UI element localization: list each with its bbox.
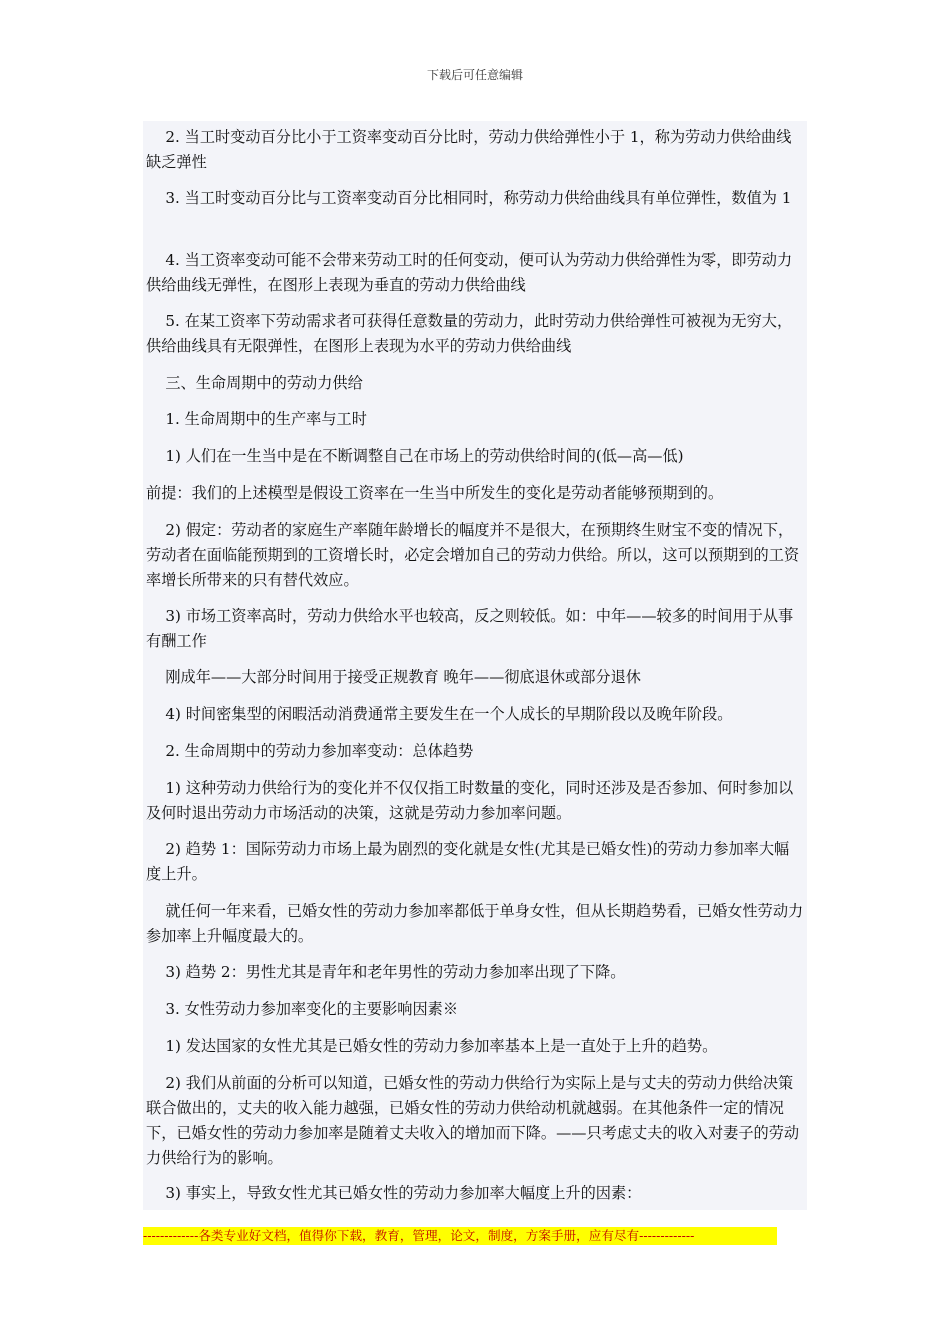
paragraph: 2) 趋势 1：国际劳动力市场上最为剧烈的变化就是女性(尤其是已婚女性)的劳动力参加率大幅度上升。 bbox=[146, 840, 790, 883]
paragraph: 1) 发达国家的女性尤其是已婚女性的劳动力参加率基本上是一直处于上升的趋势。 bbox=[146, 1037, 718, 1055]
header-note: 下载后可任意编辑 bbox=[426, 68, 523, 82]
paragraph: 5. 在某工资率下劳动需求者可获得任意数量的劳动力，此时劳动力供给弹性可被视为无穷大，供给曲线具有无限弹性，在图形上表现为水平的劳动力供给曲线 bbox=[146, 312, 793, 355]
paragraph: 刚成年——大部分时间用于接受正规教育 晚年——彻底退休或部分退休 bbox=[146, 668, 641, 686]
paragraph: 3. 当工时变动百分比与工资率变动百分比相同时，称劳动力供给曲线具有单位弹性，数值为 1 bbox=[146, 189, 792, 207]
paragraph: 3) 趋势 2：男性尤其是青年和老年男性的劳动力参加率出现了下降。 bbox=[146, 963, 626, 981]
paragraph: 2) 我们从前面的分析可以知道，已婚女性的劳动力供给行为实际上是与丈夫的劳动力供给决策联合做出的，丈夫的收入能力越强，已婚女性的劳动力供给动机就越弱。在其他条件一定的情况下，已婚女性的劳动力参加率是随着丈夫收入的增加而下降。——只考虑丈夫的收入对妻子的劳动力供给行为的影响。 bbox=[146, 1074, 800, 1167]
paragraph: 1) 这种劳动力供给行为的变化并不仅仅指工时数量的变化，同时还涉及是否参加、何时参加以及何时退出劳动力市场活动的决策，这就是劳动力参加率问题。 bbox=[146, 779, 794, 822]
section-heading: 三、生命周期中的劳动力供给 bbox=[146, 374, 363, 392]
subsection-heading: 3. 女性劳动力参加率变化的主要影响因素※ bbox=[146, 1000, 459, 1018]
document-body bbox=[143, 121, 807, 1210]
paragraph: 4. 当工资率变动可能不会带来劳动工时的任何变动，便可认为劳动力供给弹性为零，即劳动力供给曲线无弹性，在图形上表现为垂直的劳动力供给曲线 bbox=[146, 251, 793, 294]
paragraph: 就任何一年来看，已婚女性的劳动力参加率都低于单身女性，但从长期趋势看，已婚女性劳动力参加率上升幅度最大的。 bbox=[146, 902, 804, 945]
footer-banner: -------------各类专业好文档，值得你下载，教育，管理，论文，制度，方案手册，应有尽有------------- bbox=[143, 1227, 777, 1245]
subsection-heading: 1. 生命周期中的生产率与工时 bbox=[146, 410, 367, 428]
paragraph: 4) 时间密集型的闲暇活动消费通常主要发生在一个人成长的早期阶段以及晚年阶段。 bbox=[146, 705, 733, 723]
paragraph: 前提：我们的上述模型是假设工资率在一生当中所发生的变化是劳动者能够预期到的。 bbox=[146, 484, 724, 502]
paragraph: 3) 事实上，导致女性尤其已婚女性的劳动力参加率大幅度上升的因素： bbox=[146, 1184, 642, 1202]
paragraph: 3) 市场工资率高时，劳动力供给水平也较高，反之则较低。如：中年——较多的时间用于从事有酬工作 bbox=[146, 607, 794, 650]
subsection-heading: 2. 生命周期中的劳动力参加率变动：总体趋势 bbox=[146, 742, 474, 760]
paragraph: 1) 人们在一生当中是在不断调整自己在市场上的劳动供给时间的(低—高—低) bbox=[146, 447, 684, 465]
paragraph: 2) 假定：劳动者的家庭生产率随年龄增长的幅度并不是很大，在预期终生财宝不变的情况下，劳动者在面临能预期到的工资增长时，必定会增加自己的劳动力供给。所以，这可以预期到的工资率增长所带来的只有替代效应。 bbox=[146, 521, 800, 589]
paragraph: 2. 当工时变动百分比小于工资率变动百分比时，劳动力供给弹性小于 1，称为劳动力供给曲线缺乏弹性 bbox=[146, 128, 792, 171]
